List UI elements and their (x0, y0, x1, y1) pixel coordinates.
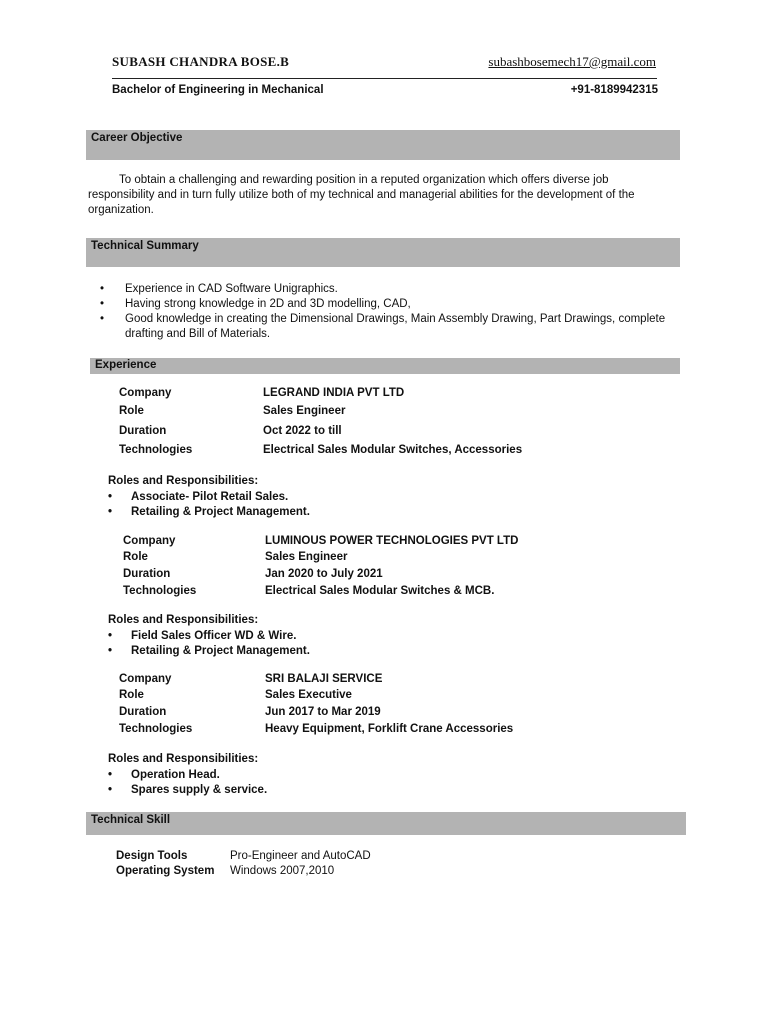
degree: Bachelor of Engineering in Mechanical (112, 84, 324, 96)
skill-value: Windows 2007,2010 (230, 865, 335, 877)
roles-heading: Roles and Responsibilities: (108, 614, 259, 626)
skill-value: Pro-Engineer and AutoCAD (230, 850, 371, 862)
technologies-value: Electrical Sales Modular Switches & MCB. (265, 585, 495, 597)
list-item: • Retailing & Project Management. (108, 644, 310, 659)
header-divider (112, 78, 657, 79)
responsibilities-list (108, 629, 310, 659)
company-value: LUMINOUS POWER TECHNOLOGIES PVT LTD (265, 535, 519, 547)
role-value: Sales Engineer (263, 405, 346, 417)
list-item: • Experience in CAD Software Unigraphics. (100, 282, 680, 297)
list-item: • Good knowledge in creating the Dimensional Drawings, Main Assembly Drawing, Part Drawings, complete drafting and Bill of Materials. (100, 312, 680, 342)
list-item: • Having strong knowledge in 2D and 3D modelling, CAD, (100, 297, 680, 312)
company-value: LEGRAND INDIA PVT LTD (263, 387, 405, 399)
technical-skill-header (86, 812, 686, 835)
technical-summary-list (100, 282, 680, 342)
experience-header (90, 358, 680, 374)
technical-summary-header (86, 238, 680, 267)
list-item: • Field Sales Officer WD & Wire. (108, 629, 310, 644)
responsibilities-list (108, 490, 310, 520)
section-title: Technical Skill (91, 814, 171, 826)
technologies-value: Electrical Sales Modular Switches, Accessories (263, 444, 523, 456)
candidate-name: SUBASH CHANDRA BOSE.B (112, 54, 290, 69)
career-objective-header (86, 130, 680, 160)
phone-number: +91-8189942315 (570, 84, 658, 96)
role-label: Role (119, 405, 144, 417)
technologies-label: Technologies (119, 723, 193, 735)
role-value: Sales Executive (265, 689, 352, 701)
roles-heading: Roles and Responsibilities: (108, 475, 259, 487)
duration-value: Jun 2017 to Mar 2019 (265, 706, 381, 718)
company-label: Company (119, 387, 172, 399)
role-label: Role (123, 551, 148, 563)
email-link[interactable]: subashbosemech17@gmail.com (488, 54, 656, 69)
list-item: • Associate- Pilot Retail Sales. (108, 490, 310, 505)
roles-heading: Roles and Responsibilities: (108, 753, 259, 765)
section-title: Career Objective (91, 132, 183, 144)
technologies-label: Technologies (123, 585, 197, 597)
duration-label: Duration (119, 706, 167, 718)
section-title: Technical Summary (91, 240, 199, 252)
role-value: Sales Engineer (265, 551, 348, 563)
duration-label: Duration (123, 568, 171, 580)
company-label: Company (123, 535, 176, 547)
responsibilities-list (108, 768, 267, 798)
list-item: • Retailing & Project Management. (108, 505, 310, 520)
duration-value: Jan 2020 to July 2021 (265, 568, 383, 580)
skill-label: Operating System (116, 865, 215, 877)
company-label: Company (119, 673, 172, 685)
technologies-label: Technologies (119, 444, 193, 456)
company-value: SRI BALAJI SERVICE (265, 673, 383, 685)
technologies-value: Heavy Equipment, Forklift Crane Accessories (265, 723, 514, 735)
skill-label: Design Tools (116, 850, 188, 862)
list-item: • Spares supply & service. (108, 783, 267, 798)
section-title: Experience (95, 359, 157, 371)
list-item: • Operation Head. (108, 768, 267, 783)
duration-label: Duration (119, 425, 167, 437)
role-label: Role (119, 689, 144, 701)
career-objective-text: To obtain a challenging and rewarding position in a reputed organization which offers diverse job responsibility and in turn fully utilize both of my technical and managerial abilities for the development of the organization. (88, 174, 635, 216)
duration-value: Oct 2022 to till (263, 425, 342, 437)
